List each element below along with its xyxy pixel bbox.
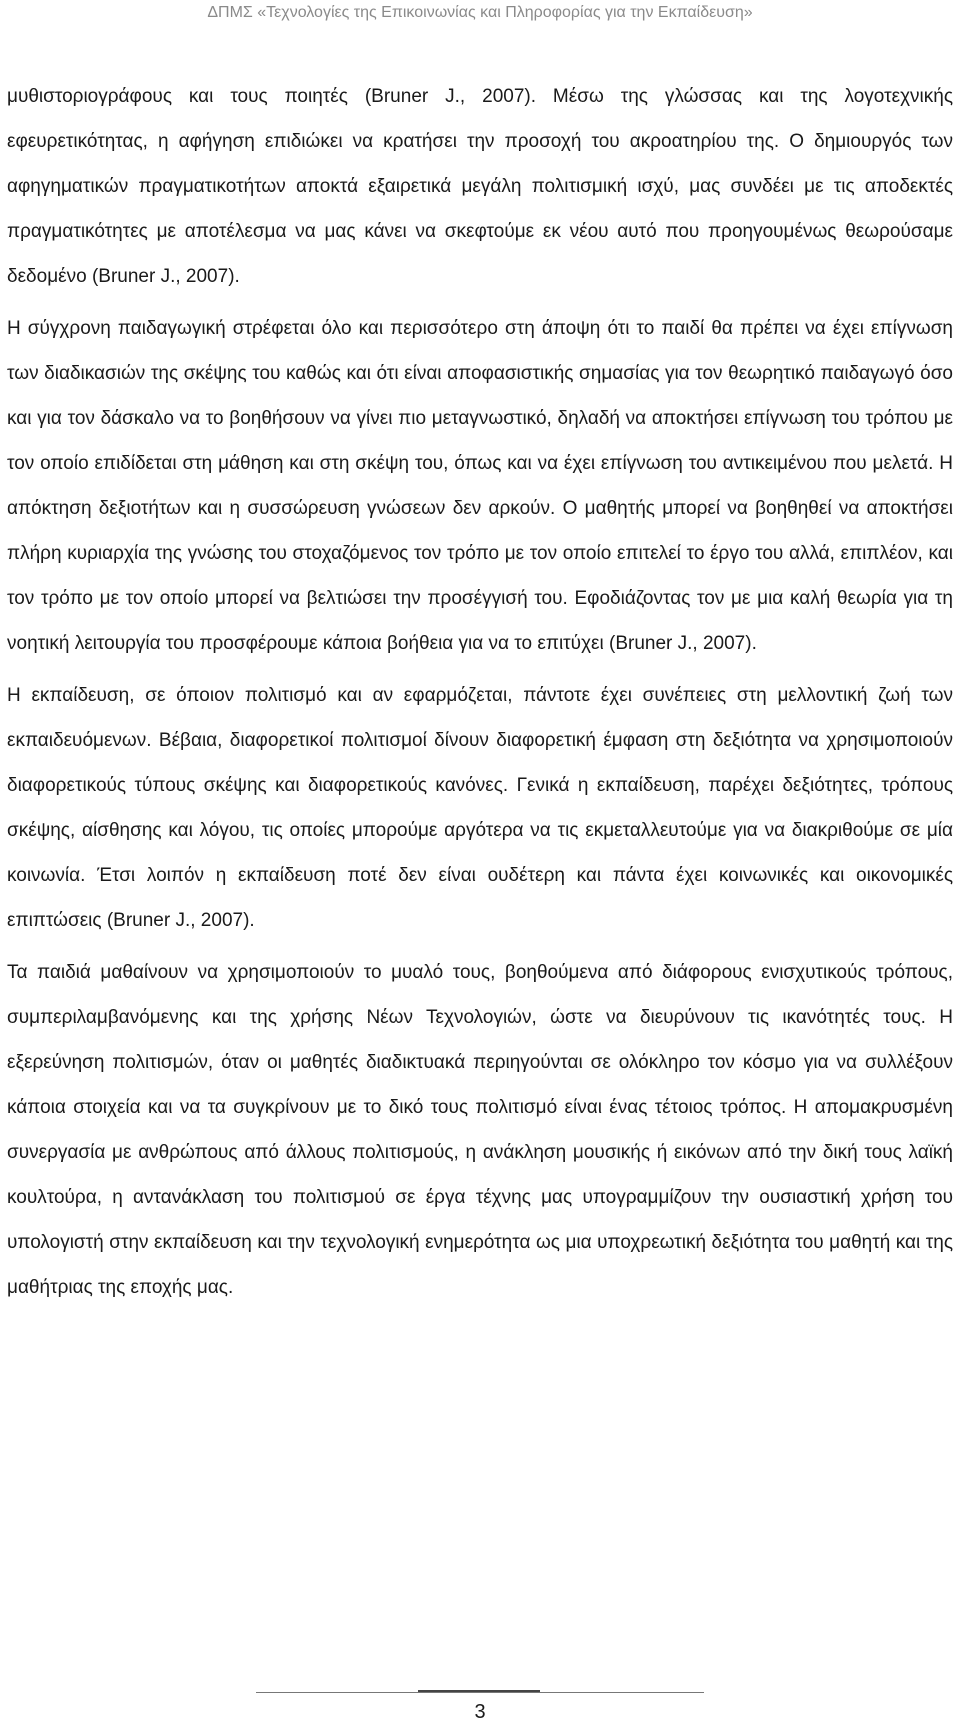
body-text xyxy=(7,74,953,1310)
footer-divider xyxy=(256,1692,704,1693)
page-number: 3 xyxy=(474,1701,486,1723)
footer-divider-accent xyxy=(418,1690,540,1692)
running-header: ΔΠΜΣ «Τεχνολογίες της Επικοινωνίας και Πληροφορίας για την Εκπαίδευση» xyxy=(207,4,753,21)
paragraph-4: Τα παιδιά μαθαίνουν να χρησιμοποιούν το μυαλό τους, βοηθούμενα από διάφορους ενισχυτικούς τρόπους, συμπεριλαμβανόμενης και της χρήσης Νέων Τεχνολογιών, ώστε να διευρύνουν τις ικανότητές τους. Η εξερεύνηση πολιτισμών, όταν οι μαθητές διαδικτυακά περιηγούνται σε ολόκληρο τον κόσμο για να συλλέξουν κάποια στοιχεία και να τα συγκρίνουν με το δικό τους πολιτισμό είναι ένας τέτοιος τρόπος. Η απομακρυσμένη συνεργασία με ανθρώπους από άλλους πολιτισμούς, η ανάκληση μουσικής ή εικόνων από την δική τους λαϊκή κουλτούρα, η αντανάκλαση του πολιτισμού σε έργα τέχνης μας υπογραμμίζουν την ουσιαστική χρήση του υπολογιστή στην εκπαίδευση και την τεχνολογική ενημερότητα ως μια υποχρεωτική δεξιότητα του μαθητή και της μαθήτριας της εποχής μας. xyxy=(7,962,953,1298)
paragraph-2: Η σύγχρονη παιδαγωγική στρέφεται όλο και περισσότερο στη άποψη ότι το παιδί θα πρέπει να έχει επίγνωση των διαδικασιών της σκέψης του καθώς και ότι είναι αποφασιστικής σημασίας για τον θεωρητικό παιδαγωγό όσο και για τον δάσκαλο να το βοηθήσουν να γίνει πιο μεταγνωστικό, δηλαδή να αποκτήσει επίγνωση του τρόπου με τον οποίο επιδίδεται στη μάθηση και στη σκέψη του, όπως και να έχει επίγνωση του αντικειμένου που μελετά. Η απόκτηση δεξιοτήτων και η συσσώρευση γνώσεων δεν αρκούν. Ο μαθητής μπορεί να βοηθηθεί να αποκτήσει πλήρη κυριαρχία της γνώσης του στοχαζόμενος τον τρόπο με τον οποίο επιτελεί το έργο του αλλά, επιπλέον, και τον τρόπο με τον οποίο μπορεί να βελτιώσει την προσέγγισή του. Εφοδιάζοντας τον με μια καλή θεωρία για τη νοητική λειτουργία του προσφέρουμε κάποια βοήθεια για να το επιτύχει (Bruner J., 2007). xyxy=(7,318,953,654)
paragraph-1: μυθιστοριογράφους και τους ποιητές (Bruner J., 2007). Μέσω της γλώσσας και της λογοτεχνικής εφευρετικότητας, η αφήγηση επιδιώκει να κρατήσει την προσοχή του ακροατηρίου της. Ο δημιουργός των αφηγηματικών πραγματικοτήτων αποκτά εξαιρετικά μεγάλη πολιτισμική ισχύ, μας συνδέει με τις αποδεκτές πραγματικότητες με αποτέλεσμα να μας κάνει να σκεφτούμε εκ νέου αυτό που προηγουμένως θεωρούσαμε δεδομένο (Bruner J., 2007). xyxy=(7,86,953,287)
paragraph-3: Η εκπαίδευση, σε όποιον πολιτισμό και αν εφαρμόζεται, πάντοτε έχει συνέπειες στη μελλοντική ζωή των εκπαιδευόμενων. Βέβαια, διαφορετικοί πολιτισμοί δίνουν διαφορετική έμφαση στη δεξιότητα να χρησιμοποιούν διαφορετικούς τύπους σκέψης και διαφορετικούς κανόνες. Γενικά η εκπαίδευση, παρέχει δεξιότητες, τρόπους σκέψης, αίσθησης και λόγου, τις οποίες μπορούμε αργότερα να τις εκμεταλλευτούμε για να διακριθούμε σε μία κοινωνία. Έτσι λοιπόν η εκπαίδευση ποτέ δεν είναι ουδέτερη και πάντα έχει κοινωνικές και οικονομικές επιπτώσεις (Bruner J., 2007). xyxy=(7,685,953,931)
